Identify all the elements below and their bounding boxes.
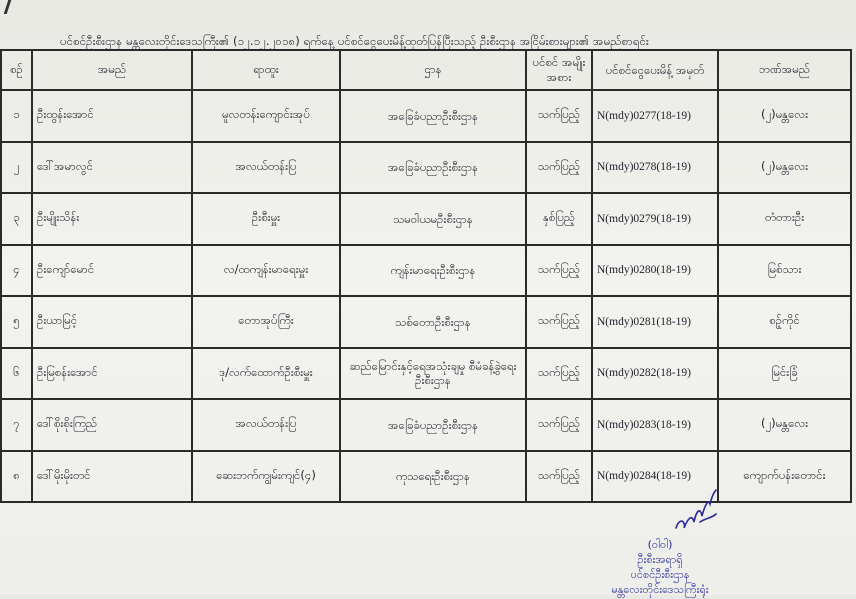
header-no: စဉ် [1,50,32,90]
cell-position: လ/ထကျန်းမာရေးမှူး [192,245,340,297]
cell-city: စဉ့်ကိုင် [718,296,851,348]
table-row [1,296,851,348]
cell-license-no: N(mdy)0278(18-19) [592,142,718,194]
cell-city: ကျောက်ပန်းတောင်း [718,451,851,503]
cell-pension-type: သက်ပြည့် [526,348,592,400]
cell-no: ၄ [1,245,32,297]
cell-pension-type: နှစ်ပြည့် [526,193,592,245]
corner-pen-mark [4,0,22,14]
cell-department: ကုသရေးဦးစီးဌာန [340,451,526,503]
cell-department: အခြေခံပညာဦးစီးဌာန [340,142,526,194]
signature-block [590,488,730,595]
cell-no: ၈ [1,451,32,503]
table-header-row [1,50,851,90]
cell-no: ၇ [1,399,32,451]
cell-no: ၅ [1,296,32,348]
handwritten-signature [670,488,720,536]
cell-city: မြင်းခြံ [718,348,851,400]
table-row [1,90,851,142]
cell-license-no: N(mdy)0284(18-19) [592,451,718,503]
cell-city: (၂)မန္တလေး [718,142,851,194]
cell-department: ကျန်းမာရေးဦးစီးဌာန [340,245,526,297]
cell-pension-type: သက်ပြည့် [526,90,592,142]
cell-position: ဆေးဘက်ကျွမ်းကျင်(၄) [192,451,340,503]
cell-license-no: N(mdy)0280(18-19) [592,245,718,297]
document-title: ပင်စင်ဦးစီးဌာန မန္တလေးတိုင်းဒေသကြီး၏ (၁၂.၁၂.၂၀၁၈) ရက်နေ့ ပင်စင်ငွေပေးမိန့်ထုတ်ပြန်ပြီးသည့် ဦးစီးဌာန အငြိမ်းစားများ၏ အမည်စာရင်း [60,34,649,48]
cell-pension-type: သက်ပြည့် [526,296,592,348]
cell-pension-type: သက်ပြည့် [526,399,592,451]
header-department: ဌာန [340,50,526,90]
header-name: အမည် [32,50,192,90]
header-license-no: ပင်စင်ငွေပေးမိန့် အမှတ် [592,50,718,90]
table-row [1,245,851,297]
cell-name: ဒေါ်မိုးမိုးတင် [32,451,192,503]
header-pension-type: ပင်စင် အမျိုးအစား [526,50,592,90]
cell-no: ၂ [1,142,32,194]
header-position: ရာထူး [192,50,340,90]
cell-name: ဦးထွန်းအောင် [32,90,192,142]
table-row [1,193,851,245]
cell-pension-type: သက်ပြည့် [526,245,592,297]
cell-city: (၂)မန္တလေး [718,399,851,451]
table-body [1,90,851,502]
cell-position: မူလတန်းကျောင်းအုပ် [192,90,340,142]
cell-position: ဦးစီးမှူး [192,193,340,245]
table-row [1,142,851,194]
signer-title: ဦးစီးအရာရှိ [637,553,683,566]
header-city: ဘဏ်အမည် [718,50,851,90]
cell-name: ဦးယာမြင့် [32,296,192,348]
signer-department: ပင်စင်ဦးစီးဌာန [630,568,690,581]
cell-position: တောအုပ်ကြီး [192,296,340,348]
cell-position: ဒု/လက်ထောက်ဦးစီးမှူး [192,348,340,400]
cell-no: ၃ [1,193,32,245]
cell-no: ၆ [1,348,32,400]
cell-license-no: N(mdy)0283(18-19) [592,399,718,451]
cell-position: အလယ်တန်းပြ [192,142,340,194]
cell-pension-type: သက်ပြည့် [526,451,592,503]
table-row [1,348,851,400]
cell-name: ဦးကျော်မောင် [32,245,192,297]
cell-license-no: N(mdy)0279(18-19) [592,193,718,245]
cell-department: သမဝါယမဦးစီးဌာန [340,193,526,245]
cell-department: အခြေခံပညာဦးစီးဌာန [340,90,526,142]
signer-office: မန္တလေးတိုင်းဒေသကြီးရုံး [611,583,709,596]
cell-city: (၂)မန္တလေး [718,90,851,142]
cell-license-no: N(mdy)0282(18-19) [592,348,718,400]
pension-roster-table [0,49,852,503]
cell-city: တံတားဦး [718,193,851,245]
cell-license-no: N(mdy)0277(18-19) [592,90,718,142]
cell-no: ၁ [1,90,32,142]
cell-department: ဆည်မြောင်းနှင့်ရေအသုံးချမှု စီမံခန့်ခွဲရေးဦးစီးဌာန [340,348,526,400]
cell-license-no: N(mdy)0281(18-19) [592,296,718,348]
table-row [1,399,851,451]
signer-initials: (ဝါဝါ) [647,538,673,551]
cell-name: ဦးမျိုးသိန်း [32,193,192,245]
cell-name: ဒေါ်စိုးစိုးကြည် [32,399,192,451]
cell-department: သစ်တောဦးစီးဌာန [340,296,526,348]
cell-city: မြစ်သား [718,245,851,297]
cell-name: ဦးမြစန်းအောင် [32,348,192,400]
cell-name: ဒေါ်အမာလွင် [32,142,192,194]
cell-department: အခြေခံပညာဦးစီးဌာန [340,399,526,451]
cell-position: အလယ်တန်းပြ [192,399,340,451]
cell-pension-type: သက်ပြည့် [526,142,592,194]
